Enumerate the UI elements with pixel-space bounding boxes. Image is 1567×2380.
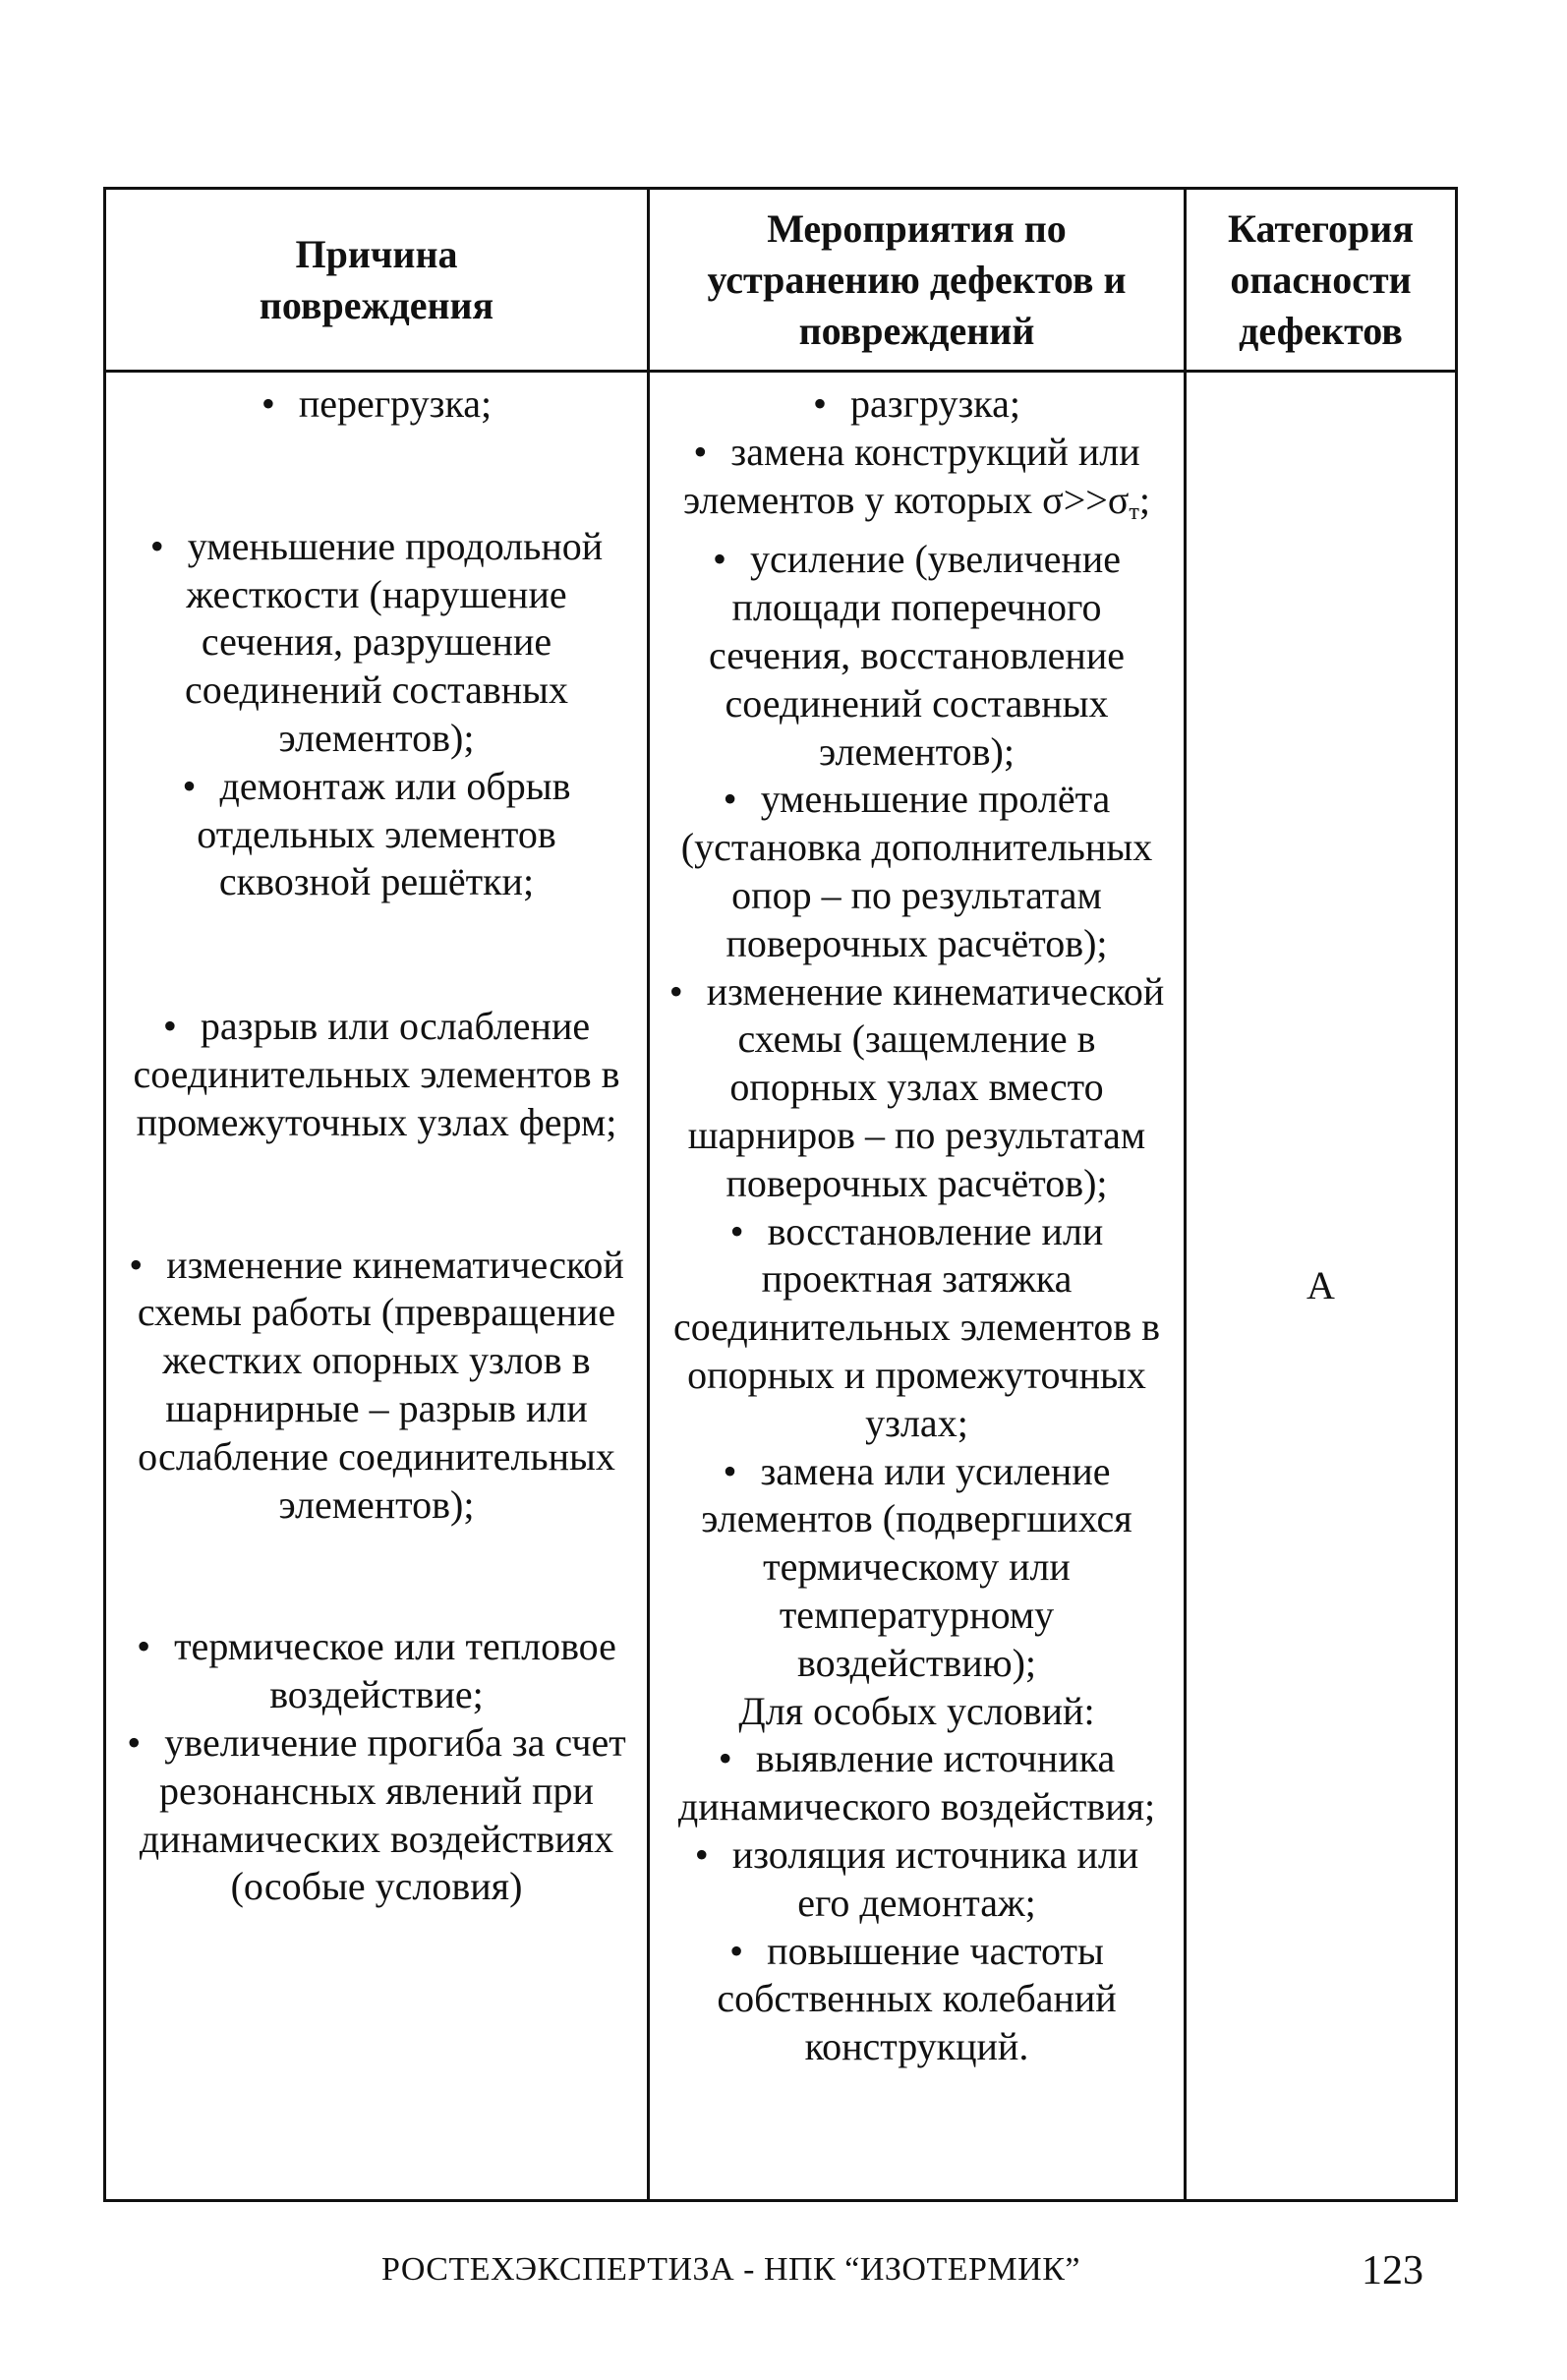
- bullet-icon: •: [129, 1242, 144, 1287]
- measure-item: [666, 968, 1168, 1208]
- measure-text: выявление источника динамического воздействия;: [677, 1736, 1156, 1829]
- measure-text: изменение кинематической схемы (защемление в опорных узлах вместо шарниров – по результатам поверочных расчётов);: [687, 968, 1165, 1205]
- header-cause-label: Причина повреждения: [259, 231, 494, 327]
- measure-text: усиление (увеличение площади поперечного сечения, восстановление соединений составных элементов);: [709, 537, 1125, 774]
- bullet-icon: •: [694, 1831, 709, 1877]
- header-category-label: Категория опасности дефектов: [1228, 205, 1414, 353]
- measure-item: [666, 1928, 1168, 2071]
- bullet-icon: •: [813, 381, 828, 426]
- cause-item: [118, 523, 635, 763]
- bullet-icon: •: [723, 777, 737, 822]
- bullet-icon: •: [729, 1208, 744, 1253]
- page-footer: [0, 2248, 1567, 2300]
- measure-item: [666, 1831, 1168, 1928]
- cause-text: увеличение прогиба за счет резонансных явлений при динамических воздействиях (особые условия): [139, 1719, 626, 1909]
- defects-table: [103, 187, 1458, 2202]
- measure-item: [666, 1448, 1168, 1688]
- measure-text: уменьшение пролёта (установка дополнительных опор – по результатам поверочных расчётов);: [680, 777, 1153, 965]
- category-column: [1187, 373, 1455, 2199]
- measure-item: [666, 429, 1168, 537]
- bullet-icon: •: [127, 1719, 142, 1765]
- cause-text: термическое или тепловое воздействие;: [174, 1624, 616, 1717]
- bullet-icon: •: [137, 1624, 151, 1669]
- bullet-icon: •: [149, 523, 164, 568]
- cause-item: [118, 1242, 635, 1530]
- cause-item: [118, 763, 635, 906]
- header-cause: [106, 190, 650, 373]
- measure-text: разгрузка;: [850, 381, 1020, 426]
- bullet-icon: •: [713, 537, 727, 582]
- header-measures: [650, 190, 1187, 373]
- bullet-icon: •: [729, 1928, 744, 1973]
- page-number: 123: [1362, 2248, 1423, 2293]
- bullet-icon: •: [693, 429, 708, 474]
- category-value: А: [1306, 1262, 1335, 1307]
- cause-item: [118, 1623, 635, 1719]
- measure-item: [666, 380, 1168, 429]
- measure-item: [666, 776, 1168, 967]
- cause-text: изменение кинематической схемы работы (превращение жестких опорных узлов в шарнирные – разрыв или ослабление соединительных элементов);: [137, 1242, 624, 1527]
- measure-text: восстановление или проектная затяжка соединительных элементов в опорных и промежуточных узлах;: [672, 1208, 1161, 1445]
- header-measures-label: Мероприятия по устранению дефектов и повреждений: [707, 205, 1127, 353]
- measures-column: [650, 373, 1187, 2199]
- measure-item: [666, 536, 1168, 776]
- measure-item: [666, 1735, 1168, 1831]
- bullet-icon: •: [718, 1736, 732, 1781]
- bullet-icon: •: [723, 1448, 737, 1493]
- measure-text: изоляция источника или его демонтаж;: [731, 1831, 1139, 1925]
- measure-text-end: ;: [1138, 477, 1151, 522]
- cause-item: [118, 1003, 635, 1146]
- measure-text: замена или усиление элементов (подвергшихся термическому или температурному воздействию);: [701, 1448, 1132, 1685]
- bullet-icon: •: [668, 968, 683, 1014]
- cause-item: [118, 1719, 635, 1911]
- causes-column: [106, 373, 650, 2199]
- measure-subscript: т: [1129, 498, 1139, 525]
- bullet-icon: •: [162, 1004, 177, 1049]
- cause-item: [118, 380, 635, 429]
- measure-text: повышение частоты собственных колебаний конструкций.: [717, 1928, 1117, 2069]
- measure-item: [666, 1208, 1168, 1448]
- cause-text: перегрузка;: [298, 381, 493, 426]
- cause-text: уменьшение продольной жесткости (нарушение сечения, разрушение соединений составных элементов);: [185, 523, 604, 760]
- publisher-label: РОСТЕХЭКСПЕРТИЗА - НПК “ИЗОТЕРМИК”: [381, 2251, 1080, 2288]
- measure-text: замена конструкций или элементов у которых σ>>σ: [682, 429, 1140, 522]
- bullet-icon: •: [261, 381, 275, 426]
- cause-text: демонтаж или обрыв отдельных элементов сквозной решётки;: [197, 763, 571, 904]
- special-conditions-label: Для особых условий:: [738, 1688, 1095, 1733]
- cause-text: разрыв или ослабление соединительных элементов в промежуточных узлах ферм;: [133, 1004, 620, 1144]
- bullet-icon: •: [182, 763, 197, 808]
- header-category: [1187, 190, 1455, 373]
